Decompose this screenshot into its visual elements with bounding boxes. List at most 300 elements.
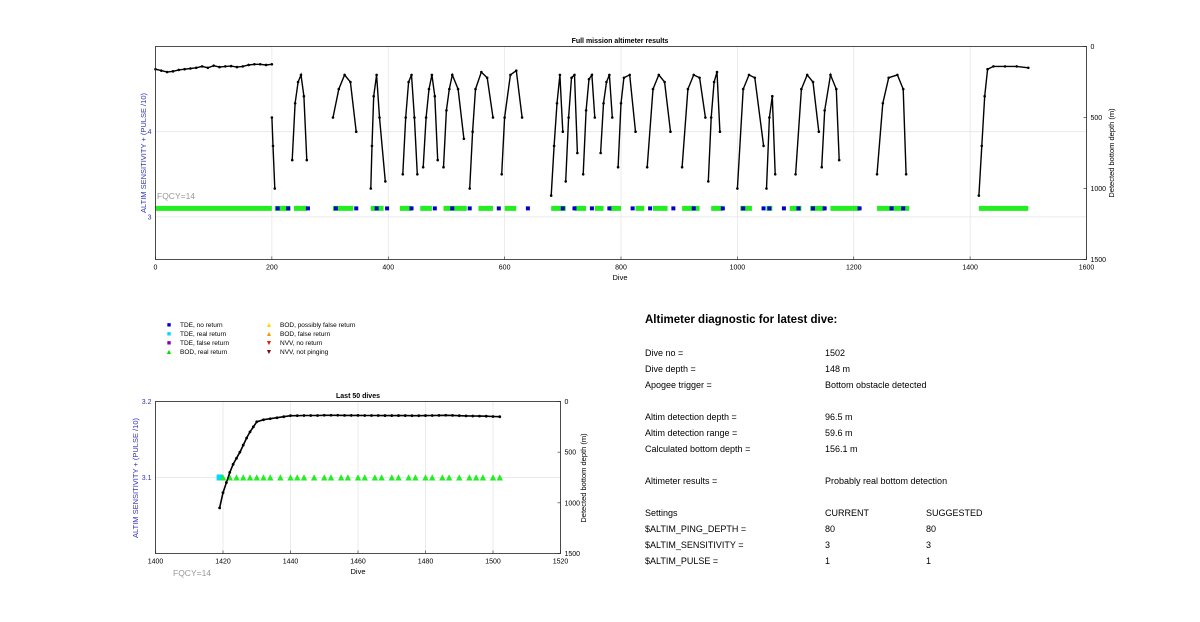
- chart2-depth-point: [218, 507, 221, 510]
- chart1-depth-point: [562, 130, 565, 133]
- chart1-depth-point: [707, 180, 710, 183]
- chart1-depth-point: [823, 109, 826, 112]
- chart2-depth-point: [370, 414, 373, 417]
- chart2-depth-point: [404, 414, 407, 417]
- chart1-depth-point: [422, 166, 425, 169]
- settings-name: $ALTIM_SENSITIVITY =: [645, 540, 744, 550]
- chart1-depth-point: [550, 194, 553, 197]
- chart1-depth-point: [765, 187, 768, 190]
- chart1-depth-point: [442, 166, 445, 169]
- chart1-depth-point: [401, 173, 404, 176]
- chart1-depth-point: [431, 74, 434, 77]
- chart1-bod-real-return-markers: [294, 206, 307, 211]
- chart1-depth-point: [463, 138, 466, 141]
- legend-label: TDE, real return: [180, 331, 227, 338]
- chart1-depth-point: [297, 81, 300, 84]
- chart1-depth-point: [500, 173, 503, 176]
- chart1-depth-point: [160, 69, 163, 72]
- chart1-depth-point: [573, 74, 576, 77]
- chart1-depth-point: [372, 95, 375, 98]
- legend-item: [158, 321, 229, 330]
- chart1-depth-point: [271, 63, 274, 66]
- chart1-depth-point: [515, 69, 518, 72]
- chart1-depth-point: [343, 74, 346, 77]
- chart1-depth-point: [742, 88, 745, 91]
- chart1-bod-real-return-markers: [979, 206, 1028, 211]
- settings-suggested: 80: [926, 524, 937, 534]
- settings-current-header: CURRENT: [825, 508, 869, 518]
- diag-row-detection-range: [645, 426, 1165, 440]
- settings-name: $ALTIM_PING_DEPTH =: [645, 524, 747, 534]
- chart1-depth-point: [692, 74, 695, 77]
- chart1-depth-point: [425, 116, 428, 119]
- chart1-ylabel-right: Detected bottom depth (m): [1107, 108, 1116, 198]
- chart1-depth-point: [564, 180, 567, 183]
- chart2-depth-point: [471, 415, 474, 418]
- chart1-depth-point: [486, 76, 489, 79]
- chart2-depth-point: [225, 481, 228, 484]
- chart1-depth-point: [620, 102, 623, 105]
- chart1-tde-no-return-marker: [590, 206, 594, 210]
- chart1-depth-line: [444, 75, 464, 167]
- chart1-title: Full mission altimeter results: [571, 38, 669, 45]
- chart1-depth-point: [611, 116, 614, 119]
- chart2-depth-point: [498, 415, 501, 418]
- chart1-bod-real-return-markers: [682, 206, 699, 211]
- chart2-depth-point: [249, 431, 252, 434]
- chart1-bod-real-return-markers: [420, 206, 432, 211]
- chart1-depth-point: [355, 130, 358, 133]
- chart1-tde-no-return-marker: [721, 206, 725, 210]
- chart1-depth-point: [818, 130, 821, 133]
- legend-label: BOD, real return: [180, 349, 228, 356]
- chart1-depth-point: [591, 74, 594, 77]
- diag-row-bottom-depth: [645, 442, 1165, 456]
- chart1-depth-point: [829, 74, 832, 77]
- chart1-tde-no-return-marker: [782, 206, 786, 210]
- chart1-depth-point: [594, 116, 597, 119]
- legend-marker-icon: ▲: [265, 331, 273, 338]
- chart1-depth-point: [602, 102, 605, 105]
- diag-value: 156.1 m: [825, 444, 858, 454]
- chart2-annotation: FQCY=14: [173, 568, 212, 578]
- chart1-depth-point: [407, 81, 410, 84]
- chart1-depth-point: [646, 166, 649, 169]
- chart1-depth-point: [559, 74, 562, 77]
- chart1-tde-no-return-marker: [823, 206, 827, 210]
- legend-item: [258, 339, 356, 348]
- last-50-dives-chart: [120, 390, 720, 590]
- chart1-tde-no-return-marker: [796, 206, 800, 210]
- chart1-depth-point: [754, 76, 757, 79]
- chart1-depth-point: [259, 63, 262, 66]
- chart2-depth-point: [238, 451, 241, 454]
- chart1-tde-no-return-marker: [468, 206, 472, 210]
- chart1-depth-point: [576, 152, 579, 155]
- chart1-depth-lines: [154, 63, 1029, 197]
- chart1-depth-line: [470, 72, 493, 188]
- chart2-depth-point: [465, 414, 468, 417]
- diagnostic-panel: [645, 314, 1165, 574]
- diag-label: Apogee trigger =: [645, 380, 712, 390]
- chart2-depth-point: [343, 414, 346, 417]
- chart1-y-right-tick-label: 1000: [1090, 186, 1107, 193]
- chart1-tde-no-return-marker: [526, 206, 530, 210]
- chart1-depth-point: [404, 116, 407, 119]
- chart1-depth-line: [272, 118, 275, 189]
- chart1-depth-point: [189, 67, 192, 70]
- chart1-depth-point: [509, 74, 512, 77]
- chart1-tde-no-return-marker: [497, 206, 501, 210]
- chart1-tde-no-return-marker: [858, 206, 862, 210]
- chart2-xlabel: Dive: [350, 567, 366, 576]
- diag-value: 59.6 m: [825, 428, 853, 438]
- diag-value: 96.5 m: [825, 412, 853, 422]
- chart1-depth-point: [371, 145, 374, 148]
- chart1-tde-no-return-marker: [671, 206, 675, 210]
- chart1-depth-point: [480, 71, 483, 74]
- chart1-tde-no-return-marker: [410, 206, 414, 210]
- chart1-depth-point: [236, 66, 239, 69]
- chart2-depth-point: [377, 414, 380, 417]
- chart2-depth-point: [330, 414, 333, 417]
- chart1-depth-point: [434, 95, 437, 98]
- chart1-depth-point: [166, 71, 169, 74]
- chart2-depth-point: [350, 414, 353, 417]
- chart1-tde-no-return-marker: [901, 206, 905, 210]
- chart1-depth-line: [796, 75, 819, 174]
- chart1-depth-point: [986, 68, 989, 71]
- chart1-depth-point: [305, 159, 308, 162]
- chart2-depth-point: [269, 417, 272, 420]
- legend-marker-icon: ▼: [265, 340, 273, 347]
- chart2-x-tick-label: 1520: [552, 558, 569, 566]
- chart1-xlabel: Dive: [612, 273, 628, 282]
- settings-current: 3: [825, 540, 831, 550]
- chart1-depth-point: [294, 102, 297, 105]
- chart1-tde-no-return-marker: [741, 206, 745, 210]
- chart1-bod-real-return-markers: [653, 206, 668, 211]
- chart1-bod-real-return-markers: [478, 206, 493, 211]
- chart1-depth-point: [716, 71, 719, 74]
- chart1-depth-point: [378, 116, 381, 119]
- diag-row-dive-depth: [645, 362, 1165, 376]
- chart2-depth-point: [235, 457, 238, 460]
- chart2-title: Last 50 dives: [336, 393, 380, 400]
- chart2-depth-point: [424, 414, 427, 417]
- full-mission-chart: [0, 0, 1200, 290]
- chart1-depth-point: [582, 173, 585, 176]
- chart1-depth-point: [567, 116, 570, 119]
- chart1-x-tick-label: 1000: [729, 264, 746, 272]
- chart2-depth-point: [444, 414, 447, 417]
- chart1-depth-point: [1004, 65, 1007, 68]
- chart2-y-left-tick-label: 3.2: [141, 399, 152, 406]
- chart2-depth-point: [390, 414, 393, 417]
- chart2-y-right-tick-label: 0: [564, 399, 569, 406]
- chart1-tde-no-return-marker: [692, 206, 696, 210]
- chart2-depth-point: [245, 437, 248, 440]
- settings-row-pulse: [645, 554, 1165, 568]
- chart1-tde-no-return-marker: [286, 206, 290, 210]
- chart1-depth-line: [292, 75, 307, 160]
- legend-marker-icon: ■: [166, 331, 172, 338]
- chart2-ylabel-right: Detected bottom depth (m): [579, 433, 588, 523]
- settings-name: $ALTIM_PULSE =: [645, 556, 719, 566]
- chart1-depth-point: [876, 173, 879, 176]
- chart2-depth-point: [451, 414, 454, 417]
- chart2-depth-point: [323, 414, 326, 417]
- chart1-depth-line: [403, 75, 418, 174]
- chart2-depth-line: [220, 415, 500, 508]
- chart1-depth-point: [212, 64, 215, 67]
- chart1-tde-no-return-marker: [631, 206, 635, 210]
- chart1-depth-point: [553, 145, 556, 148]
- legend-item: [258, 330, 356, 339]
- chart2-depth-point: [242, 444, 245, 447]
- chart1-depth-point: [369, 187, 372, 190]
- chart1-depth-point: [762, 145, 765, 148]
- chart1-depth-point: [413, 116, 416, 119]
- chart1-tde-no-return-marker: [354, 206, 358, 210]
- chart2-depth-point: [252, 425, 255, 428]
- diag-label: Altim detection range =: [645, 428, 738, 438]
- chart1-depth-point: [774, 173, 777, 176]
- chart1-depth-point: [195, 67, 198, 70]
- chart1-depth-line: [767, 96, 776, 188]
- chart1-depth-line: [333, 75, 356, 132]
- chart1-depth-point: [271, 116, 274, 119]
- chart2-y-right-tick-label: 1500: [564, 551, 581, 558]
- chart1-depth-point: [201, 65, 204, 68]
- chart2-x-tick-label: 1420: [215, 558, 231, 566]
- chart1-depth-point: [1015, 65, 1018, 68]
- chart1-depth-point: [300, 74, 303, 77]
- diag-value: 148 m: [825, 364, 851, 374]
- chart1-depth-point: [410, 74, 413, 77]
- legend-item: [158, 339, 229, 348]
- chart1-depth-point: [599, 152, 602, 155]
- chart1-depth-point: [416, 173, 419, 176]
- chart1-depth-point: [247, 64, 250, 67]
- chart1-depth-point: [273, 187, 276, 190]
- chart1-depth-point: [474, 88, 477, 91]
- chart1-depth-point: [1027, 67, 1030, 70]
- chart1-depth-point: [992, 65, 995, 68]
- chart1-depth-point: [172, 70, 175, 73]
- legend-label: TDE, no return: [180, 322, 223, 329]
- chart1-depth-line: [682, 75, 705, 167]
- chart1-x-tick-label: 600: [498, 264, 511, 272]
- chart1-bod-real-return-markers: [595, 206, 604, 211]
- chart1-x-tick-label: 1600: [1078, 264, 1095, 272]
- diag-row-dive-no: [645, 346, 1165, 360]
- chart2-depth-point: [232, 463, 235, 466]
- chart2-depth-point: [296, 414, 299, 417]
- chart1-y-left-tick-label: 4: [147, 129, 152, 137]
- chart1-depth-point: [698, 76, 701, 79]
- chart1-x-tick-label: 0: [153, 264, 158, 272]
- chart1-depth-point: [652, 88, 655, 91]
- chart1-depth-point: [265, 64, 268, 67]
- diag-label: Dive no =: [645, 348, 684, 358]
- chart2-x-tick-label: 1400: [147, 558, 164, 566]
- chart1-depth-line: [979, 66, 1028, 195]
- chart1-depth-point: [806, 74, 809, 77]
- legend-label: BOD, possibly false return: [280, 322, 356, 329]
- diag-value: 1502: [825, 348, 846, 358]
- chart1-depth-point: [771, 95, 774, 98]
- chart2-ticks: [142, 399, 580, 566]
- chart1-depth-point: [303, 95, 306, 98]
- chart1-bod-real-return-markers: [156, 206, 272, 211]
- chart1-ticks: [148, 44, 1107, 272]
- chart1-depth-point: [272, 145, 275, 148]
- chart1-depth-point: [241, 65, 244, 68]
- chart1-depth-line: [583, 75, 595, 174]
- chart2-depth-point: [222, 491, 225, 494]
- diag-row-altimeter-results: [645, 474, 1165, 488]
- chart1-depth-point: [428, 88, 431, 91]
- chart2-depth-point: [417, 414, 420, 417]
- chart1-depth-point: [838, 159, 841, 162]
- chart1-depth-point: [905, 173, 908, 176]
- chart1-depth-point: [704, 116, 707, 119]
- chart1-depth-point: [902, 88, 905, 91]
- chart2-depth-point: [336, 414, 339, 417]
- chart1-x-tick-label: 1200: [845, 264, 862, 272]
- chart1-depth-point: [887, 76, 890, 79]
- chart1-tde-no-return-marker: [762, 206, 766, 210]
- chart1-tde-no-return-marker: [607, 206, 611, 210]
- legend-label: TDE, false return: [180, 340, 230, 347]
- chart1-tde-no-return-marker: [811, 206, 815, 210]
- chart2-depth-point: [384, 414, 387, 417]
- chart1-depth-point: [978, 194, 981, 197]
- chart1-depth-point: [556, 102, 559, 105]
- chart2-depth-point: [397, 414, 400, 417]
- chart2-depth-point: [309, 414, 312, 417]
- legend-item: [158, 330, 229, 339]
- chart1-tde-no-return-marker: [276, 206, 280, 210]
- settings-suggested-header: SUGGESTED: [926, 508, 983, 518]
- chart1-tde-no-return-marker: [561, 206, 565, 210]
- legend-label: BOD, false return: [280, 331, 331, 338]
- chart1-depth-point: [492, 116, 495, 119]
- chart1-x-tick-label: 400: [382, 264, 395, 272]
- chart1-depth-point: [183, 68, 186, 71]
- chart1-x-tick-label: 1400: [962, 264, 978, 272]
- chart2-depth-point: [458, 414, 461, 417]
- chart1-depth-point: [980, 145, 983, 148]
- chart2-x-tick-label: 1480: [417, 558, 434, 566]
- chart1-depth-point: [503, 116, 506, 119]
- chart1-depth-point: [230, 65, 233, 68]
- chart1-depth-point: [835, 88, 838, 91]
- chart1-depth-point: [681, 166, 684, 169]
- chart1-tde-no-return-marker: [385, 206, 389, 210]
- chart2-depth-point: [357, 414, 360, 417]
- chart1-grid: [156, 47, 1087, 260]
- chart1-depth-point: [218, 66, 221, 69]
- legend-item: [258, 321, 356, 330]
- chart1-depth-line: [551, 75, 563, 196]
- chart2-depth-point: [411, 414, 414, 417]
- chart1-depth-line: [647, 75, 670, 167]
- chart1-depth-line: [708, 72, 720, 181]
- legend-marker-icon: ▼: [265, 349, 273, 356]
- chart1-depth-point: [457, 88, 460, 91]
- diag-label: Altimeter results =: [645, 476, 718, 486]
- chart1-depth-point: [713, 81, 716, 84]
- chart1-depth-point: [896, 74, 899, 77]
- chart1-depth-line: [601, 75, 613, 153]
- legend-item: [158, 348, 229, 357]
- chart1-depth-point: [663, 81, 666, 84]
- legend-label: NVV, no return: [280, 340, 323, 347]
- chart2-depth-point: [303, 414, 306, 417]
- settings-label: Settings: [645, 508, 678, 518]
- chart1-y-left-tick-label: 3: [147, 214, 152, 222]
- chart1-depth-point: [608, 74, 611, 77]
- chart2-x-tick-label: 1500: [485, 558, 501, 566]
- chart1-depth-point: [588, 78, 591, 81]
- chart2-x-tick-label: 1440: [282, 558, 299, 566]
- chart1-bod-real-return-markers: [830, 206, 859, 211]
- chart2-depth-point: [485, 415, 488, 418]
- chart1-tde-no-return-marker: [375, 206, 379, 210]
- chart1-annotation: FQCY=14: [157, 191, 196, 201]
- chart2-y-right-tick-label: 1000: [564, 500, 581, 508]
- chart2-depth-line: [218, 414, 501, 509]
- chart1-depth-point: [253, 63, 256, 66]
- chart1-tde-no-return-marker: [433, 206, 437, 210]
- chart1-depth-point: [177, 69, 180, 72]
- settings-current: 1: [825, 556, 831, 566]
- chart1-depth-point: [710, 116, 713, 119]
- chart2-depth-point: [492, 415, 495, 418]
- chart1-depth-point: [224, 65, 227, 68]
- diag-label: Calculated bottom depth =: [645, 444, 751, 454]
- settings-current: 80: [825, 524, 836, 534]
- chart2-depth-point: [282, 415, 285, 418]
- diag-value: Bottom obstacle detected: [825, 380, 927, 390]
- chart1-depth-line: [423, 75, 438, 167]
- chart1-y-right-tick-label: 1500: [1090, 257, 1107, 264]
- chart1-tde-no-return-marker: [572, 206, 576, 210]
- chart1-depth-point: [800, 88, 803, 91]
- chart2-depth-point: [478, 415, 481, 418]
- chart1-depth-point: [719, 130, 722, 133]
- chart2-depth-point: [262, 418, 265, 421]
- chart1-depth-point: [669, 130, 672, 133]
- chart2-depth-point: [228, 471, 231, 474]
- chart1-depth-point: [468, 187, 471, 190]
- chart1-depth-point: [820, 166, 823, 169]
- chart1-depth-point: [436, 159, 439, 162]
- settings-row-ping-depth: [645, 522, 1165, 536]
- chart1-tde-no-return-marker: [306, 206, 310, 210]
- chart1-x-tick-label: 200: [266, 264, 278, 272]
- legend-marker-icon: ▲: [265, 322, 273, 329]
- diag-row-apogee-trigger: [645, 378, 1165, 392]
- chart1-depth-point: [812, 81, 815, 84]
- legend: [158, 321, 418, 361]
- chart1-depth-point: [736, 187, 739, 190]
- diag-row-detection-depth: [645, 410, 1165, 424]
- chart1-depth-point: [471, 130, 474, 133]
- chart1-depth-point: [445, 109, 448, 112]
